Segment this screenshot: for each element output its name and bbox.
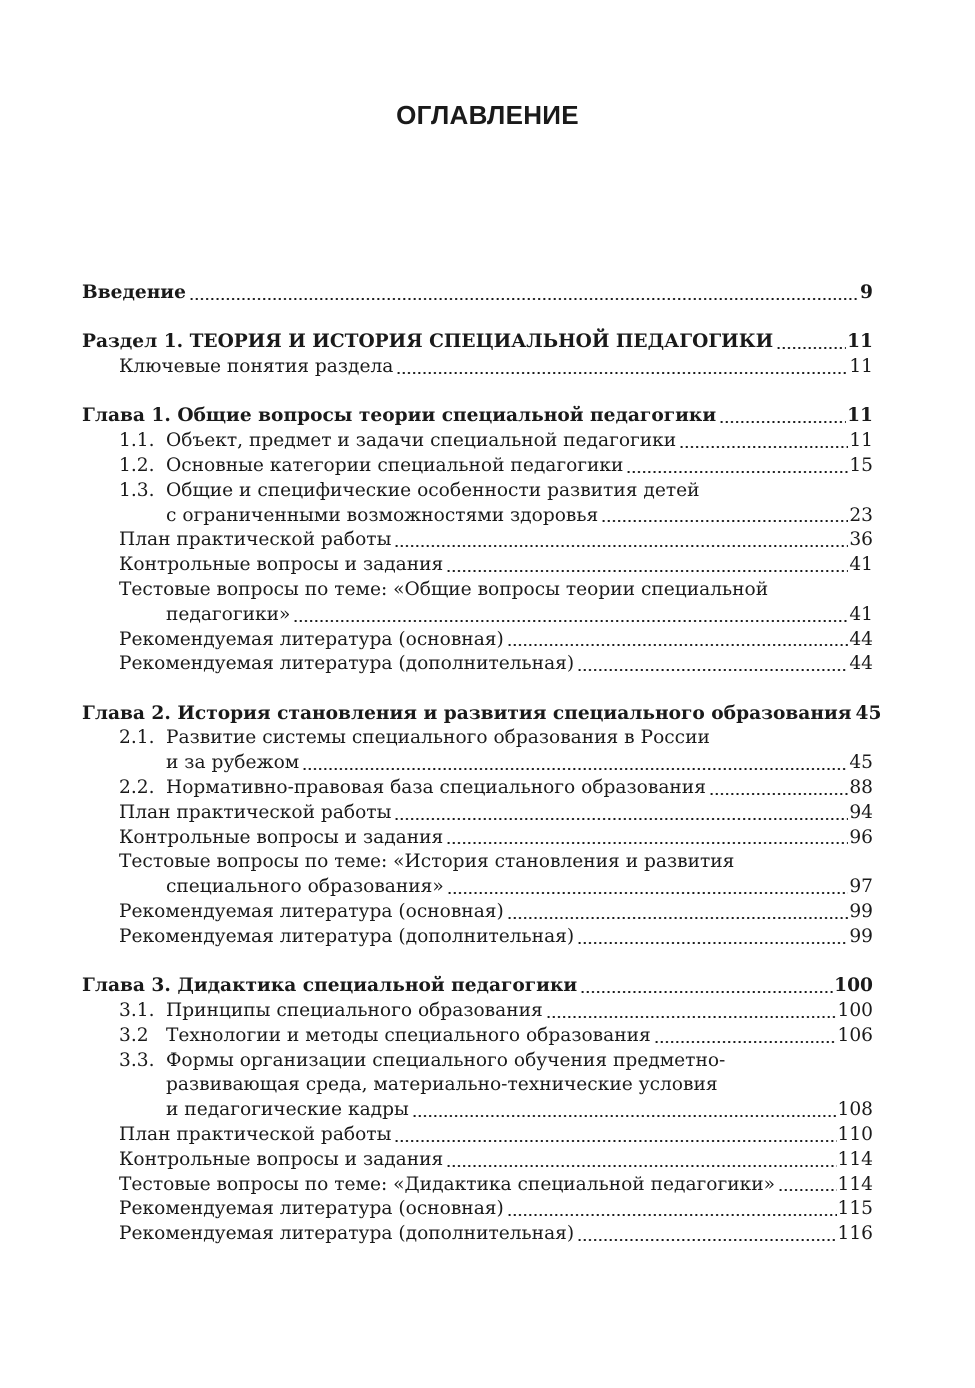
toc-page-number: 99 (849, 901, 873, 923)
table-of-contents (82, 281, 882, 1247)
toc-entry[interactable] (82, 999, 873, 1024)
toc-entry-label: с ограниченными возможностями здоровья (166, 504, 599, 526)
toc-entry-label: Контрольные вопросы и задания (119, 826, 444, 848)
section-gap (82, 950, 873, 975)
toc-entry[interactable] (82, 776, 873, 801)
toc-entry-label: Глава 2. История становления и развития специального образования (82, 702, 852, 724)
dot-leader (679, 445, 848, 449)
toc-entry-line (82, 726, 873, 751)
toc-entry-label: Рекомендуемая литература (основная) (119, 901, 504, 923)
toc-page-number: 36 (849, 529, 873, 551)
toc-entry[interactable] (82, 553, 873, 578)
section-gap (82, 306, 873, 331)
toc-page-number: 99 (849, 925, 873, 947)
toc-entry-label: Основные категории специальной педагогики (166, 454, 624, 476)
dot-leader (394, 544, 848, 548)
toc-page-number: 116 (837, 1223, 873, 1245)
toc-entry[interactable] (82, 702, 882, 727)
toc-entry[interactable] (82, 454, 873, 479)
dot-leader (394, 1139, 836, 1143)
toc-page-number: 15 (849, 454, 873, 476)
toc-page-number: 94 (849, 801, 873, 823)
toc-entry-number: 1.3. (119, 479, 155, 501)
dot-leader (626, 470, 848, 474)
dot-leader (507, 1213, 837, 1217)
toc-entry-label: План практической работы (119, 1123, 392, 1145)
toc-page-number: 23 (849, 504, 873, 526)
toc-page-number: 9 (860, 282, 873, 303)
dot-leader (293, 619, 848, 623)
toc-entry-line (82, 850, 873, 875)
toc-entry-number: 3.2 (119, 1024, 149, 1046)
section-gap (82, 380, 873, 405)
toc-entry-label: Раздел 1. ТЕОРИЯ И ИСТОРИЯ СПЕЦИАЛЬНОЙ ПЕДАГОГИКИ (82, 331, 774, 353)
toc-entry[interactable] (82, 330, 873, 355)
toc-entry[interactable] (82, 1173, 873, 1198)
toc-page-number: 97 (849, 876, 873, 898)
dot-leader (580, 990, 833, 994)
toc-page-number: 100 (837, 999, 873, 1021)
toc-entry[interactable] (82, 801, 873, 826)
dot-leader (577, 1238, 836, 1242)
toc-entry-label: План практической работы (119, 529, 392, 551)
toc-entry-label: и педагогические кадры (166, 1099, 409, 1121)
toc-entry[interactable] (82, 652, 873, 677)
dot-leader (654, 1040, 837, 1044)
toc-page-number: 41 (849, 603, 873, 625)
toc-page-number: 114 (837, 1148, 873, 1170)
dot-leader (546, 1015, 837, 1019)
toc-entry-number: 1.2. (119, 454, 155, 476)
toc-entry[interactable] (82, 1222, 873, 1247)
toc-entry-label: Технологии и методы специального образования (166, 1024, 651, 1046)
dot-leader (302, 767, 848, 771)
toc-entry-label: Принципы специального образования (166, 999, 543, 1021)
toc-entry-label: Рекомендуемая литература (основная) (119, 1198, 504, 1220)
dot-leader (394, 817, 848, 821)
toc-entry[interactable] (82, 528, 873, 553)
toc-entry-line (82, 479, 873, 504)
toc-page-number: 115 (837, 1198, 873, 1220)
page-title: ОГЛАВЛЕНИЕ (396, 100, 579, 130)
toc-page-number: 11 (849, 356, 873, 378)
dot-leader (719, 420, 846, 424)
toc-entry-label: и за рубежом (166, 752, 300, 774)
toc-entry-number: 2.2. (119, 777, 155, 799)
dot-leader (446, 569, 848, 573)
toc-entry-label: специального образования» (166, 876, 444, 898)
dot-leader (396, 371, 848, 375)
toc-page-number: 96 (849, 826, 873, 848)
dot-leader (601, 519, 848, 523)
toc-entry-label: Рекомендуемая литература (дополнительная) (119, 653, 575, 675)
dot-leader (507, 643, 849, 647)
dot-leader (446, 841, 848, 845)
toc-entry[interactable] (82, 974, 873, 999)
dot-leader (189, 297, 859, 301)
toc-entry-label: педагогики» (166, 603, 291, 625)
toc-entry[interactable] (82, 628, 873, 653)
toc-entry-label: Контрольные вопросы и задания (119, 1148, 444, 1170)
toc-entry-line (82, 1049, 873, 1074)
toc-page-number: 100 (834, 975, 873, 997)
toc-entry-label: Общие и специфические особенности развития детей (166, 479, 700, 501)
section-gap (82, 677, 873, 702)
toc-page-number: 44 (849, 653, 873, 675)
toc-entry-label: Контрольные вопросы и задания (119, 554, 444, 576)
toc-page-number: 110 (837, 1123, 873, 1145)
toc-entry-label: Тестовые вопросы по теме: «Дидактика специальной педагогики» (119, 1173, 775, 1195)
toc-entry[interactable] (82, 281, 873, 306)
toc-entry-label: Нормативно-правовая база специального образования (166, 777, 706, 799)
toc-entry-label: Глава 1. Общие вопросы теории специальной педагогики (82, 405, 717, 427)
toc-entry-label: Глава 3. Дидактика специальной педагогики (82, 975, 578, 997)
dot-leader (412, 1114, 837, 1118)
toc-entry-label: Рекомендуемая литература (основная) (119, 628, 504, 650)
dot-leader (776, 346, 846, 350)
toc-page-number: 11 (847, 331, 873, 353)
toc-entry[interactable] (82, 603, 873, 628)
dot-leader (778, 1188, 837, 1192)
dot-leader (446, 1164, 836, 1168)
toc-entry-label: План практической работы (119, 801, 392, 823)
toc-entry-label: Ключевые понятия раздела (119, 356, 394, 378)
toc-page-number: 44 (849, 628, 873, 650)
toc-page-number: 114 (837, 1173, 873, 1195)
dot-leader (709, 792, 848, 796)
toc-page-number: 11 (847, 405, 873, 427)
toc-entry[interactable] (82, 875, 873, 900)
toc-entry-label: Развитие системы специального образования в России (166, 727, 710, 749)
toc-entry-number: 2.1. (119, 727, 155, 749)
toc-entry[interactable] (82, 900, 873, 925)
toc-page-number: 106 (837, 1024, 873, 1046)
toc-entry-label: Формы организации специального обучения предметно- (166, 1049, 726, 1071)
dot-leader (577, 941, 848, 945)
toc-entry-line (82, 578, 873, 603)
toc-entry[interactable] (82, 404, 873, 429)
toc-page-number: 45 (849, 752, 873, 774)
toc-entry[interactable] (82, 1098, 873, 1123)
toc-entry-label: Рекомендуемая литература (дополнительная) (119, 1223, 575, 1245)
toc-entry-number: 3.3. (119, 1049, 155, 1071)
toc-entry-label: Тестовые вопросы по теме: «История становления и развития (119, 851, 735, 873)
toc-page-number: 11 (849, 430, 873, 452)
toc-entry-number: 3.1. (119, 999, 155, 1021)
toc-page-number: 41 (849, 554, 873, 576)
toc-entry-label: Объект, предмет и задачи специальной педагогики (166, 430, 677, 452)
toc-entry[interactable] (82, 355, 873, 380)
toc-page-number: 108 (837, 1099, 873, 1121)
toc-entry[interactable] (82, 429, 873, 454)
toc-entry[interactable] (82, 1024, 873, 1049)
toc-entry[interactable] (82, 751, 873, 776)
toc-page-number: 45 (855, 702, 882, 724)
toc-entry-label: Рекомендуемая литература (дополнительная) (119, 925, 575, 947)
dot-leader (577, 668, 848, 672)
toc-entry[interactable] (82, 1123, 873, 1148)
toc-entry-line (82, 1073, 873, 1098)
toc-page-number: 88 (849, 777, 873, 799)
dot-leader (447, 891, 849, 895)
toc-entry[interactable] (82, 826, 873, 851)
toc-entry-number: 1.1. (119, 430, 155, 452)
toc-entry-label: Тестовые вопросы по теме: «Общие вопросы теории специальной (119, 578, 769, 600)
dot-leader (507, 916, 849, 920)
toc-entry[interactable] (82, 504, 873, 529)
toc-entry-label: развивающая среда, материально-технические условия (166, 1074, 718, 1096)
toc-entry[interactable] (82, 925, 873, 950)
toc-entry-label: Введение (82, 282, 186, 303)
toc-entry[interactable] (82, 1148, 873, 1173)
toc-entry[interactable] (82, 1197, 873, 1222)
